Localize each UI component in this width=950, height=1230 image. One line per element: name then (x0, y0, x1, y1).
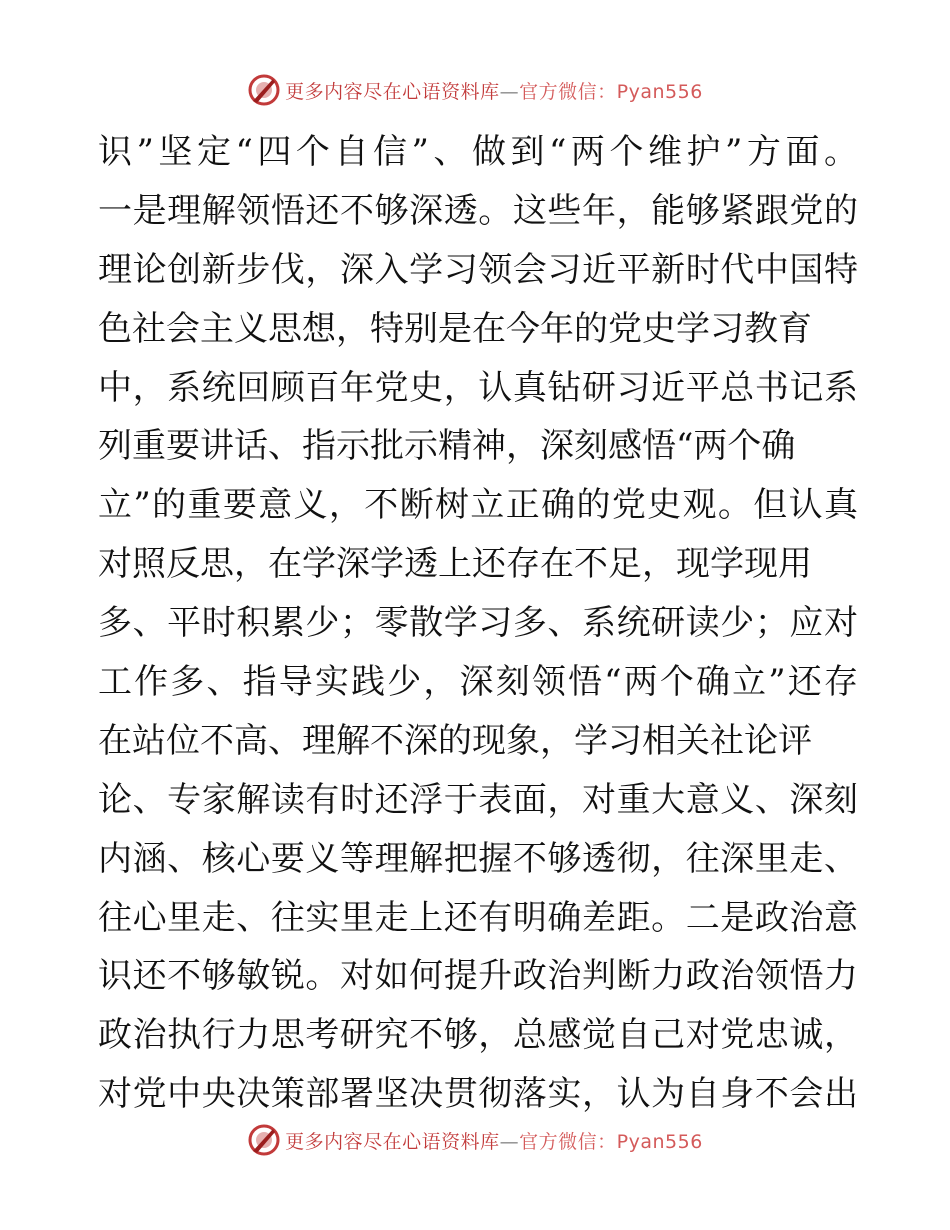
body-line: 内涵、核心要义等理解把握不够透彻，往深里走、 (98, 838, 858, 879)
banner-separator: — (499, 1130, 520, 1153)
footer-banner (0, 1120, 950, 1160)
document-body (98, 123, 858, 1124)
brush-seal-logo-icon (247, 1123, 281, 1157)
body-line: 列重要讲话、指示批示精神，深刻感悟“两个确 (98, 426, 796, 467)
body-line: 多、平时积累少；零散学习多、系统研读少；应对 (98, 603, 858, 644)
body-line: 色社会主义思想，特别是在今年的党史学习教育 (98, 308, 812, 349)
banner-main-text: 更多内容尽在心语资料库 (285, 1130, 500, 1153)
body-line: 工作多、指导实践少，深刻领悟“两个确立”还存 (98, 662, 858, 703)
banner-separator: — (499, 80, 520, 103)
body-line: 一是理解领悟还不够深透。这些年，能够紧跟党的 (98, 190, 858, 231)
body-line: 理论创新步伐，深入学习领会习近平新时代中国特 (98, 249, 858, 290)
header-banner (0, 70, 950, 110)
body-line: 对党中央决策部署坚决贯彻落实，认为自身不会出 (98, 1074, 858, 1115)
banner-main-text: 更多内容尽在心语资料库 (285, 80, 500, 103)
body-line: 在站位不高、理解不深的现象，学习相关社论评 (98, 720, 812, 761)
banner-wechat-text: 官方微信：Pyan556 (519, 80, 703, 103)
body-line: 政治执行力思考研究不够，总感觉自己对党忠诚， (98, 1015, 858, 1056)
body-line: 立”的重要意义，不断树立正确的党史观。但认真 (98, 485, 858, 526)
banner-wechat-text: 官方微信：Pyan556 (519, 1130, 703, 1153)
banner-text (285, 77, 703, 104)
brush-seal-logo-icon (247, 73, 281, 107)
body-line: 论、专家解读有时还浮于表面，对重大意义、深刻 (98, 779, 858, 820)
body-line: 往心里走、往实里走上还有明确差距。二是政治意 (98, 897, 858, 938)
banner-text (285, 1127, 703, 1154)
body-line: 中，系统回顾百年党史，认真钻研习近平总书记系 (98, 367, 858, 408)
body-line: 识”坚定“四个自信”、做到“两个维护”方面。 (98, 132, 858, 172)
body-line: 识还不够敏锐。对如何提升政治判断力政治领悟力 (98, 956, 858, 997)
body-line: 对照反思，在学深学透上还存在不足，现学现用 (98, 544, 812, 585)
